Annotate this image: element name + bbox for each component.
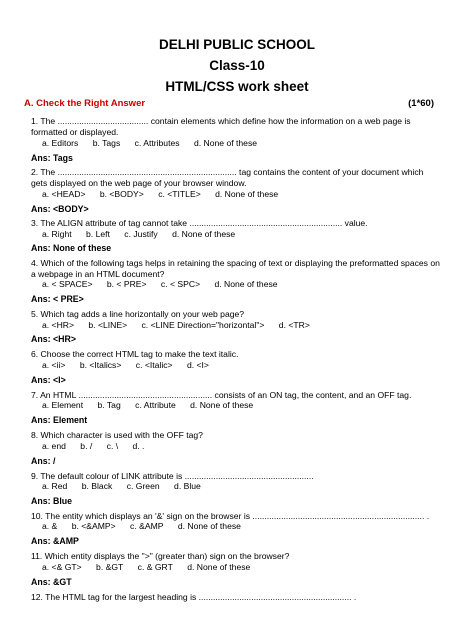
answer: Ans: &AMP [31,536,79,546]
answer: Ans: Blue [31,496,73,506]
option: c. Justify [124,229,158,239]
answer: Ans: <BODY> [31,204,89,214]
question-text: 12. The HTML tag for the largest heading is ................................................................ . [31,592,357,602]
question-options [42,229,247,240]
question-options [42,441,156,452]
section-label: A. Check the Right Answer [24,98,146,109]
option: b. <BODY> [99,189,144,199]
option: d. None of these [177,521,241,531]
option: d. Blue [174,481,201,491]
question-options [42,138,269,149]
option: a. Editors [42,138,79,148]
question-text: 4. Which of the following tags helps in retaining the spacing of text or displaying the preformatted spaces on a webpage in an HTML document? [31,258,440,279]
question-text: 2. The ........................................................................... tag contains the content of your document which gets displayed on the web page of your browser window. [31,167,424,188]
question-options [42,562,262,573]
question-options [42,320,322,331]
option: d. None of these [193,138,258,148]
option: b. <LINE> [88,320,128,330]
section-heading [24,98,454,109]
option: c. Green [126,481,160,491]
option: b. < PRE> [106,279,147,289]
question-text: 6. Choose the correct HTML tag to make the text italic. [31,349,239,359]
option: b. Left [86,229,110,239]
option: a. <ii> [42,360,66,370]
answer: Ans: &GT [31,577,72,587]
option: c. &AMP [130,521,164,531]
question-options [42,360,221,371]
question-options [42,279,290,290]
answer: Ans: < PRE> [31,294,84,304]
answer: Ans: Tags [31,153,73,163]
question-text: 11. Which entity displays the ">" (greater than) sign on the browser? [31,551,290,561]
option: a. & [42,521,58,531]
option: d. <TR> [278,320,310,330]
option: c. Attributes [134,138,180,148]
question-text: 9. The default colour of LINK attribute is ...................................................... [31,471,314,481]
worksheet-title: HTML/CSS work sheet [165,79,309,94]
option: c. Attribute [135,400,176,410]
option: d. <I> [186,360,209,370]
option: a. Element [42,400,84,410]
option: b. Tags [92,138,121,148]
option: d. None of these [190,400,254,410]
option: b. <&AMP> [71,521,116,531]
option: c. & GRT [137,562,173,572]
option: d. None of these [215,189,279,199]
option: a. Red [42,481,68,491]
option: b. / [80,441,93,451]
option: b. &GT [96,562,124,572]
answer: Ans: <HR> [31,334,76,344]
option: c. < SPC> [160,279,201,289]
option: a. <HR> [42,320,75,330]
option: c. <Italic> [135,360,173,370]
answer: Ans: None of these [31,243,112,253]
option: b. Black [81,481,113,491]
option: c. \ [106,441,119,451]
question-text: 3. The ALIGN attribute of tag cannot take ................................................................ value. [31,218,368,228]
question-options [42,189,290,200]
option: d. None of these [187,562,251,572]
question-text: 7. An HTML ........................................................ consists of an ON tag, the content, and an OFF tag. [31,390,412,400]
answer: Ans: / [31,456,56,466]
option: b. Tag [97,400,121,410]
option: d. None of these [214,279,278,289]
answer: Ans: <I> [31,375,66,385]
option: c. <LINE Direction="horizontal"> [141,320,265,330]
question-text: 5. Which tag adds a line horizontally on your web page? [31,309,245,319]
option: b. <Italics> [79,360,122,370]
option: a. end [42,441,66,451]
question-options [42,400,265,411]
option: a. <& GT> [42,562,82,572]
option: a. <HEAD> [42,189,86,199]
option: a. < SPACE> [42,279,93,289]
option: d. None of these [172,229,236,239]
question-options [42,481,213,492]
question-text: 8. Which character is used with the OFF tag? [31,430,203,440]
option: c. <TITLE> [158,189,201,199]
section-marks: (1*60) [408,98,434,109]
option: d. . [132,441,145,451]
option: a. Right [42,229,72,239]
answer: Ans: Element [31,415,88,425]
question-text: 10. The entity which displays an '&' sign on the browser is ........................................................................ . [31,511,430,521]
class-title: Class-10 [209,58,265,73]
school-title: DELHI PUBLIC SCHOOL [158,37,315,52]
question-text: 1. The ...................................... contain elements which define how the information on a web page is formatted or displayed. [31,116,411,137]
question-options [42,521,253,532]
